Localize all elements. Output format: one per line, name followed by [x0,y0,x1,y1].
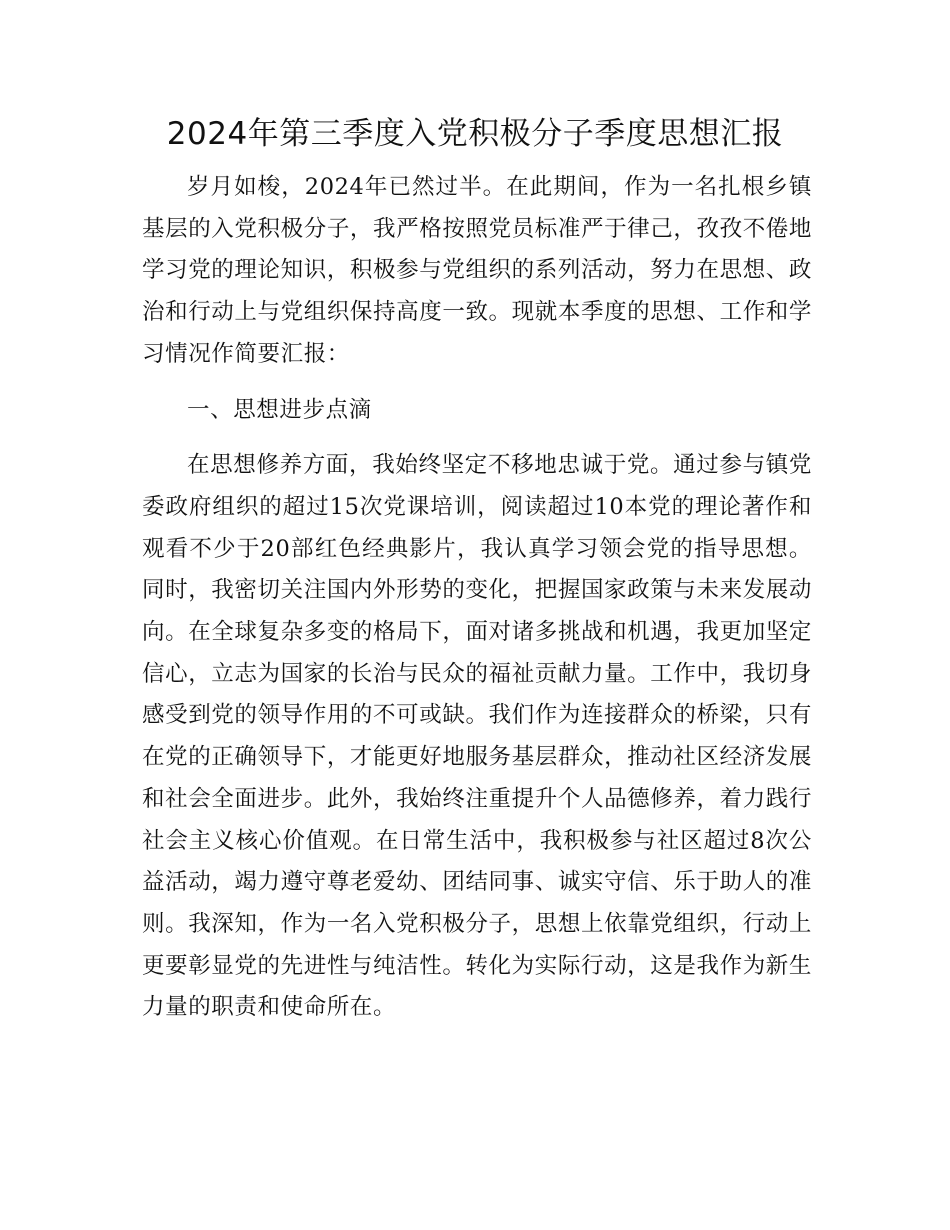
paragraph-gap [142,376,812,390]
section-heading: 一、思想进步点滴 [187,396,372,423]
document-title: 2024年第三季度入党积极分子季度思想汇报 [166,116,784,152]
section-paragraph: 在思想修养方面，我始终坚定不移地忠诚于党。通过参与镇党委政府组织的超过15次党课培训，阅读超过10本党的理论著作和观看不少于20部红色经典影片，我认真学习领会党的指导思想。同时，我密切关注国内外形势的变化，把握国家政策与未来发展动向。在全球复杂多变的格局下，面对诸多挑战和机遇，我更加坚定信心，立志为国家的长治与民众的福祉贡献力量。工作中，我切身感受到党的领导作用的不可或缺。我们作为连接群众的桥梁，只有在党的正确领导下，才能更好地服务基层群众，推动社区经济发展和社会全面进步。此外，我始终注重提升个人品德修养，着力践行社会主义核心价值观。在日常生活中，我积极参与社区超过8次公益活动，竭力遵守尊老爱幼、团结同事、诚实守信、乐于助人的准则。我深知，作为一名入党积极分子，思想上依靠党组织，行动上更要彰显党的先进性与纯洁性。转化为实际行动，这是我作为新生力量的职责和使命所在。 [142,452,812,1021]
document-body [142,167,812,1029]
intro-paragraph: 岁月如梭，2024年已然过半。在此期间，作为一名扎根乡镇基层的入党积极分子，我严格按照党员标准严于律己，孜孜不倦地学习党的理论知识，积极参与党组织的系列活动，努力在思想、政治和行动上与党组织保持高度一致。现就本季度的思想、工作和学习情况作简要汇报： [142,174,812,367]
paragraph-gap [142,431,812,445]
